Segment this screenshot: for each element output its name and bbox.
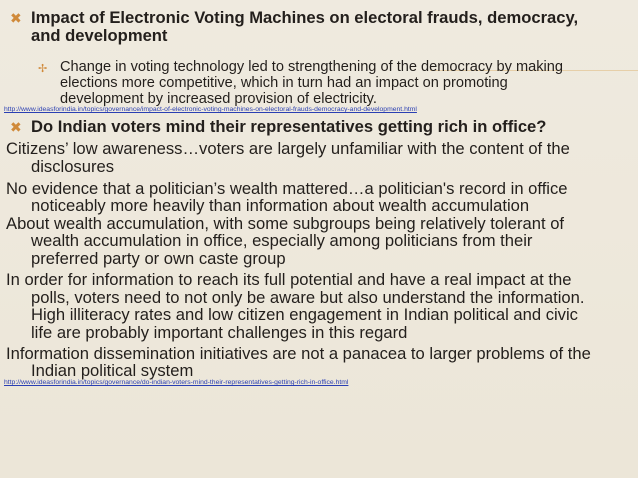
- para-5-line-1: Information dissemination initiatives are not a panacea to larger problems of the: [6, 344, 591, 363]
- para-3-line-3: preferred party or own caste group: [31, 249, 286, 268]
- x-bullet-icon: ✖: [10, 10, 22, 26]
- para-3-line-1: About wealth accumulation, with some subgroups being relatively tolerant of: [6, 214, 565, 233]
- sub-bullet-icon: ✢: [38, 63, 48, 75]
- sub-point-line-2: elections more competitive, which in turn had an impact on promoting: [60, 75, 508, 91]
- sub-point-line-3: development by increased provision of electricity.: [60, 91, 377, 107]
- para-4-line-2: polls, voters need to not only be aware but also understand the information.: [31, 288, 585, 307]
- para-3-line-2: wealth accumulation in office, especially among politicians from their: [31, 231, 533, 250]
- para-1-line-1: Citizens’ low awareness…voters are largely unfamiliar with the content of the: [6, 139, 570, 158]
- x-bullet-icon: ✖: [10, 119, 22, 135]
- heading-1-line-2: and development: [31, 26, 168, 45]
- source-link-1[interactable]: http://www.ideasforindia.in/topics/governance/impact-of-electronic-voting-machines-on-electoral-frauds-democracy-and-development.html: [4, 106, 417, 113]
- para-1-line-2: disclosures: [31, 157, 115, 176]
- para-2-line-1: No evidence that a politician’s wealth mattered…a politician's record in office: [6, 179, 568, 198]
- heading-2: Do Indian voters mind their representatives getting rich in office?: [31, 117, 547, 136]
- source-link-2[interactable]: http://www.ideasforindia.in/topics/governance/do-indian-voters-mind-their-representatives-getting-rich-in-office.html: [4, 379, 349, 386]
- sub-point-line-1: Change in voting technology led to strengthening of the democracy by making: [60, 59, 563, 75]
- para-5-line-2: Indian political system: [31, 361, 194, 380]
- para-4-line-1: In order for information to reach its full potential and have a real impact at the: [6, 270, 572, 289]
- para-4-line-3: High illiteracy rates and low citizen engagement in Indian political and civic: [31, 305, 578, 324]
- para-4-line-4: life are probably important challenges in this regard: [31, 323, 408, 342]
- para-2-line-2: noticeably more heavily than information about wealth accumulation: [31, 196, 530, 215]
- heading-1-line-1: Impact of Electronic Voting Machines on electoral frauds, democracy,: [31, 8, 579, 27]
